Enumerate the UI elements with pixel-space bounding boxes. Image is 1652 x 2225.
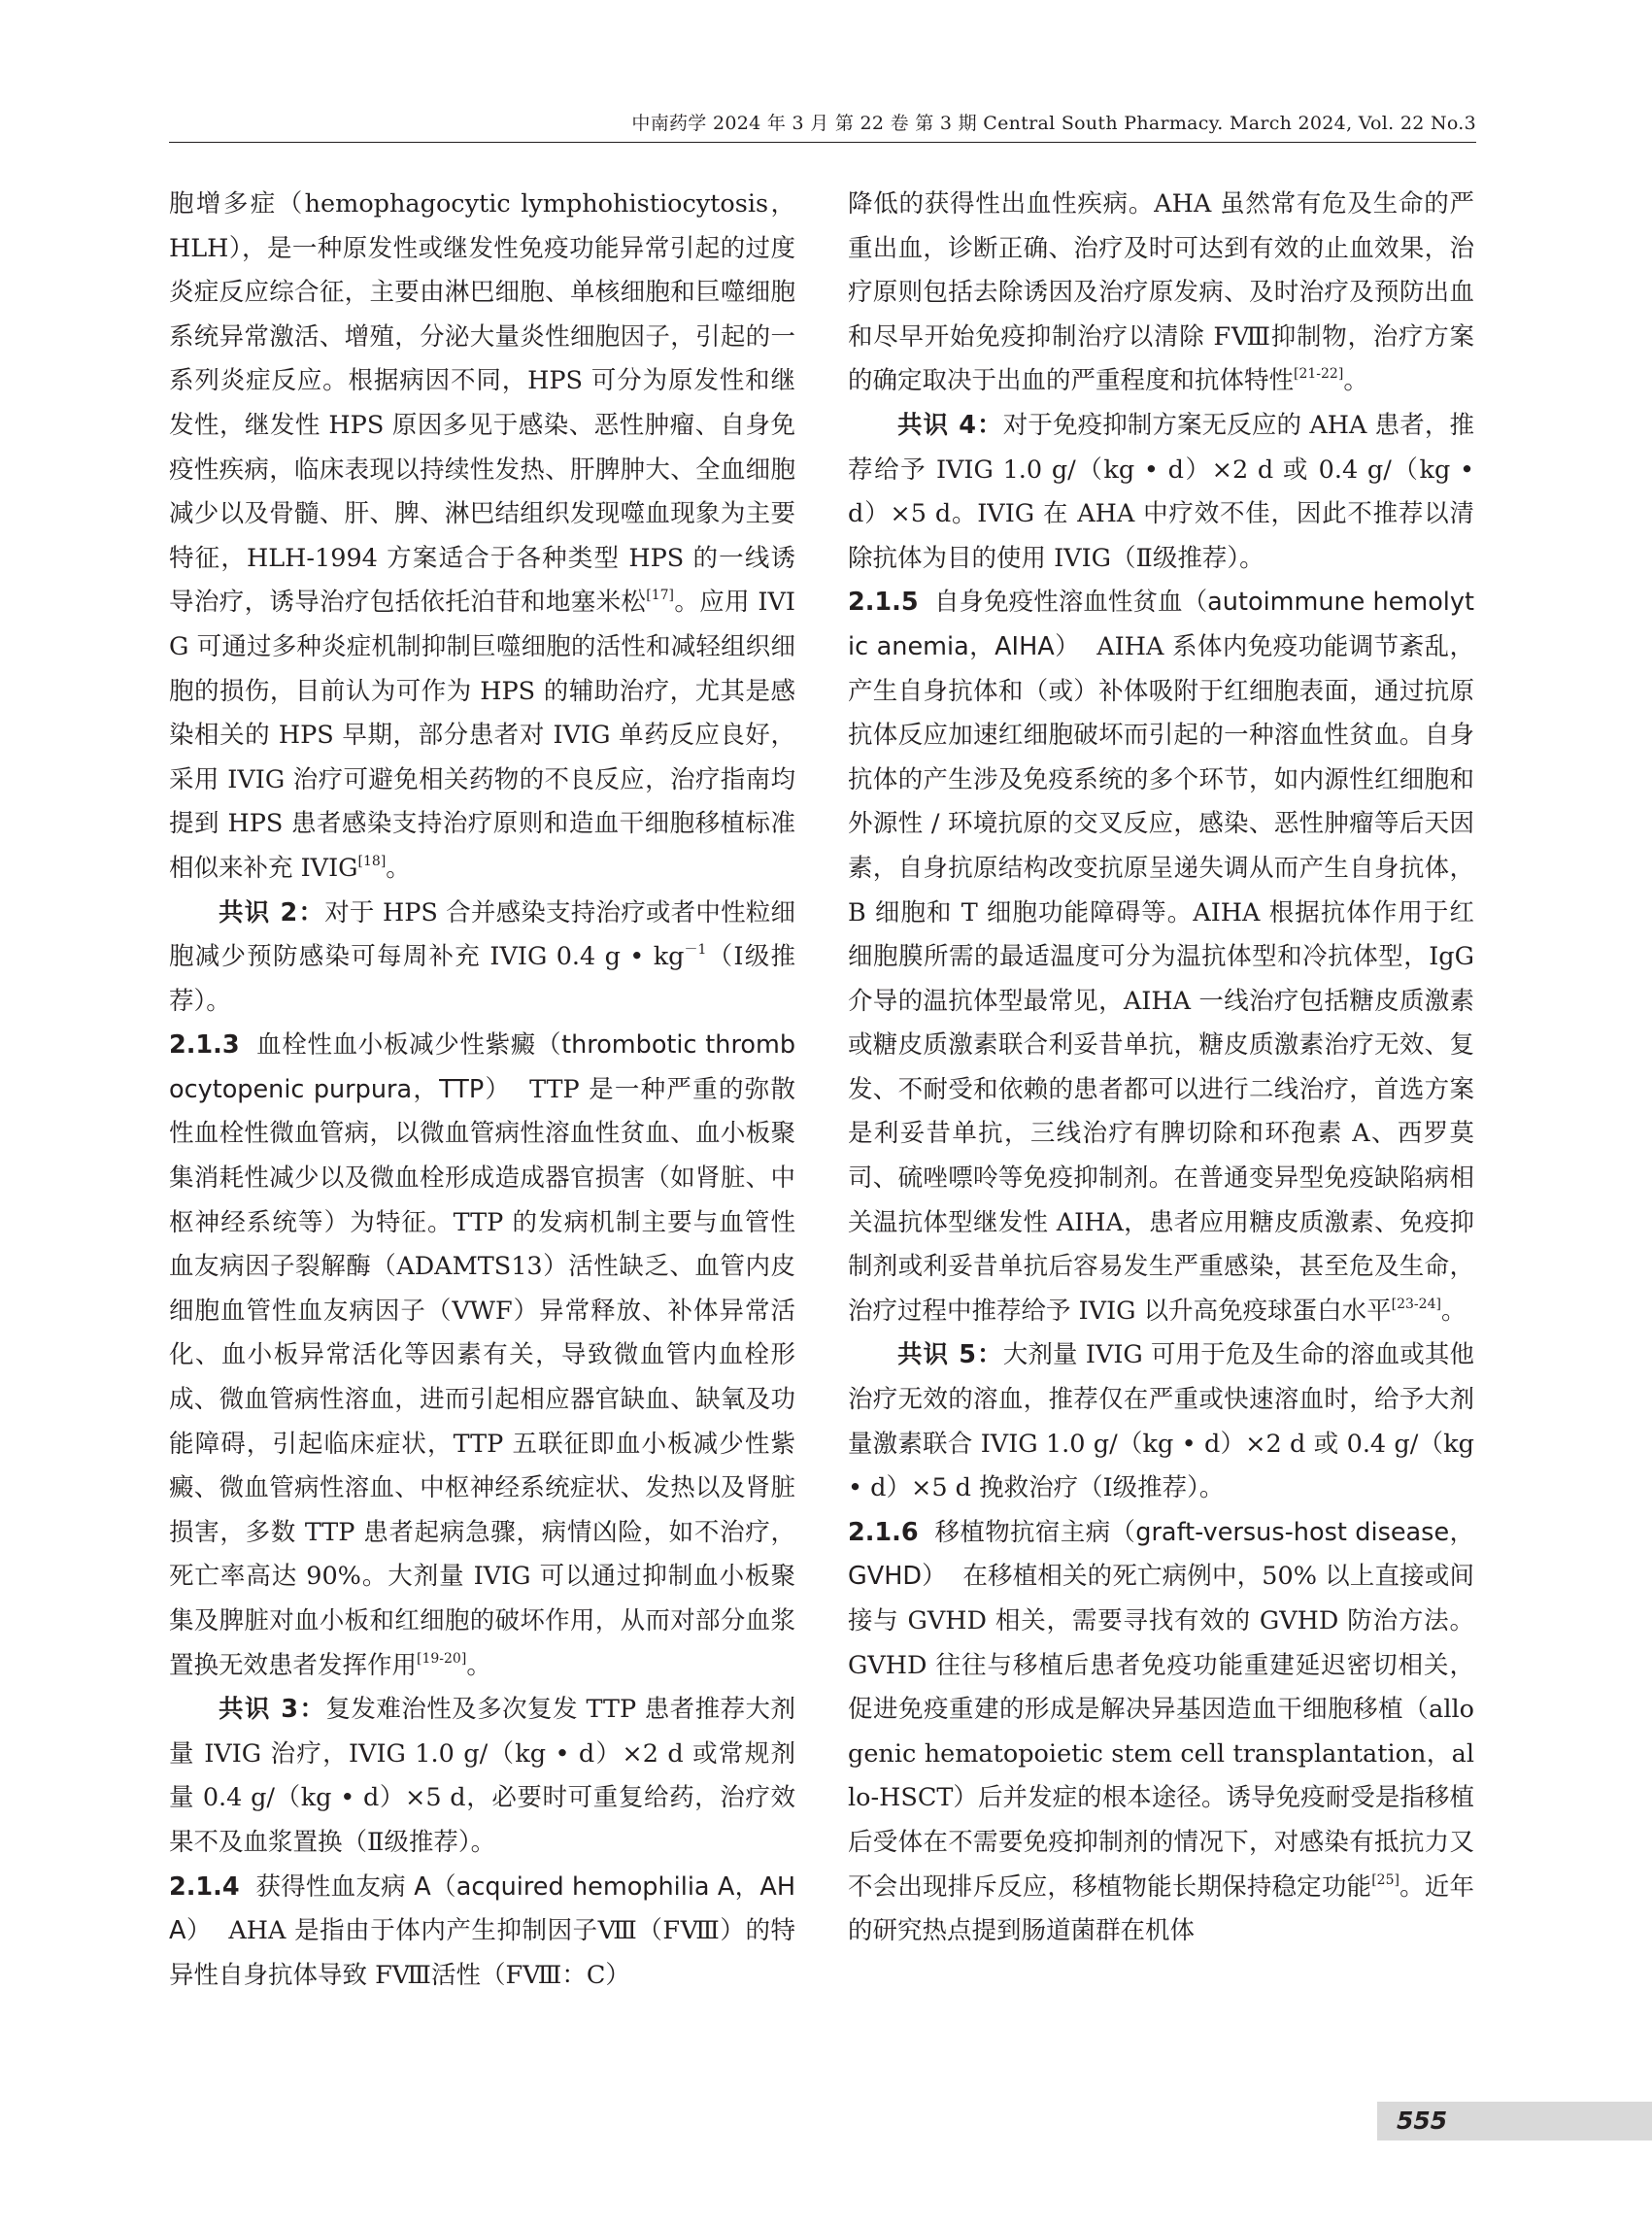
running-head: 中南药学 2024 年 3 月 第 22 卷 第 3 期 Central South Pharmacy. March 2024, Vol. 22 No.3 xyxy=(631,113,1476,134)
citation: [17] xyxy=(646,588,675,604)
consensus-label: 共识 5： xyxy=(897,1340,1003,1370)
section-number: 2.1.4 xyxy=(169,1871,240,1902)
consensus-5 xyxy=(848,1333,1474,1510)
paragraph-text: 降低的获得性出血性疾病。AHA 虽然常有危及生命的严重出血，诊断正确、治疗及时可达到有效的止血效果，治疗原则包括去除诱因及治疗原发病、及时治疗及预防出血和尽早开始免疫抑制治疗以清除 FⅧ抑制物，治疗方案的确定取决于出血的严重程度和抗体特性 xyxy=(848,189,1474,396)
consensus-label: 共识 4： xyxy=(897,410,1003,440)
consensus-text: 对于 HPS 合并感染支持治疗或者中性粒细胞减少预防感染可每周补充 IVIG 0.4 g • kg xyxy=(169,897,796,972)
consensus-text: 复发难治性及多次复发 TTP 患者推荐大剂量 IVIG 治疗，IVIG 1.0 g/（kg • d）×2 d 或常规剂量 0.4 g/（kg • d）×5 d，必要时可重复给药，治疗效果不及血浆置换（Ⅱ级推荐）。 xyxy=(169,1695,795,1857)
section-text: AHA 是指由于体内产生抑制因子Ⅷ（FⅧ）的特异性自身抗体导致 FⅧ活性（FⅧ：C） xyxy=(169,1916,795,1990)
section-end: 。 xyxy=(1440,1296,1467,1326)
citation: [23-24] xyxy=(1391,1296,1441,1312)
section-title: 自身免疫性溶血性贫血（autoimmune hemolytic anemia，AIHA） xyxy=(848,588,1474,661)
consensus-label: 共识 2： xyxy=(219,897,325,927)
section-text: AIHA 系体内免疫功能调节紊乱，产生自身抗体和（或）补体吸附于红细胞表面，通过抗原抗体反应加速红细胞破坏而引起的一种溶血性贫血。自身抗体的产生涉及免疫系统的多个环节，如内源性红细胞和外源性 / 环境抗原的交叉反应，感染、恶性肿瘤等后天因素，自身抗原结构改变抗原呈递失调从而产生自身抗体，B 细胞和 T 细胞功能障碍等。AIHA 根据抗体作用于红细胞膜所需的最适温度可分为温抗体型和冷抗体型，IgG 介导的温抗体型最常见，AIHA 一线治疗包括糖皮质激素或糖皮质激素联合利妥昔单抗，糖皮质激素治疗无效、复发、不耐受和依赖的患者都可以进行二线治疗，首选方案是利妥昔单抗，三线治疗有脾切除和环孢素 A、西罗莫司、硫唑嘌呤等免疫抑制剂。在普通变异型免疫缺陷病相关温抗体型继发性 AIHA，患者应用糖皮质激素、免疫抑制剂或利妥昔单抗后容易发生严重感染，甚至危及生命，治疗过程中推荐给予 IVIG 以升高免疫球蛋白水平 xyxy=(848,631,1475,1326)
consensus-text: 对于免疫抑制方案无反应的 AHA 患者，推荐给予 IVIG 1.0 g/（kg • d）×2 d 或 0.4 g/（kg • d）×5 d。IVIG 在 AHA 中疗效不佳，因此不推荐以清除抗体为目的使用 IVIG（Ⅱ级推荐）。 xyxy=(848,410,1475,573)
consensus-text: 大剂量 IVIG 可用于危及生命的溶血或其他治疗无效的溶血，推荐仅在严重或快速溶血时，给予大剂量激素联合 IVIG 1.0 g/（kg • d）×2 d 或 0.4 g/（kg • d）×5 d 挽救治疗（Ⅰ级推荐）。 xyxy=(848,1340,1474,1503)
section-2-1-6 xyxy=(848,1511,1474,1954)
section-title: 血栓性血小板减少性紫癜（thrombotic thrombocytopenic purpura，TTP） xyxy=(169,1030,796,1104)
consensus-3 xyxy=(169,1688,795,1865)
section-2-1-5 xyxy=(848,581,1474,1333)
paragraph-end: 。 xyxy=(386,853,411,883)
paragraph-text: 胞增多症（hemophagocytic lymphohistiocytosis，HLH），是一种原发性或继发性免疫功能异常引起的过度炎症反应综合征，主要由淋巴细胞、单核细胞和巨噬细胞系统异常激活、增殖，分泌大量炎性细胞因子，引起的一系列炎症反应。根据病因不同，HPS 可分为原发性和继发性，继发性 HPS 原因多见于感染、恶性肿瘤、自身免疫性疾病，临床表现以持续性发热、肝脾肿大、全血细胞减少以及骨髓、肝、脾、淋巴结组织发现噬血现象为主要特征，HLH-1994 方案适合于各种类型 HPS 的一线诱导治疗，诱导治疗包括依托泊苷和地塞米松 xyxy=(169,189,795,618)
section-2-1-4 xyxy=(169,1866,795,1999)
paragraph-aha-continued xyxy=(848,183,1474,404)
section-number: 2.1.6 xyxy=(848,1517,919,1547)
section-number: 2.1.3 xyxy=(169,1030,240,1061)
citation: [25] xyxy=(1371,1871,1399,1888)
section-title: 移植物抗宿主病（graft-versus-host disease，GVHD） xyxy=(848,1517,1474,1592)
right-column xyxy=(848,183,1474,1954)
paragraph-text: 。应用 IVIG 可通过多种炎症机制抑制巨噬细胞的活性和减轻组织细胞的损伤，目前认为可作为 HPS 的辅助治疗，尤其是感染相关的 HPS 早期，部分患者对 IVIG 单药反应良好，采用 IVIG 治疗可避免相关药物的不良反应，治疗指南均提到 HPS 患者感染支持治疗原则和造血干细胞移植标准相似来补充 IVIG xyxy=(169,588,795,883)
section-title: 获得性血友病 A（acquired hemophilia A，AHA） xyxy=(169,1871,795,1946)
section-2-1-3 xyxy=(169,1024,795,1688)
paragraph-hlh xyxy=(169,183,795,892)
superscript: －1 xyxy=(684,942,707,959)
consensus-end: （Ⅰ级推荐）。 xyxy=(169,942,795,1016)
header-rule xyxy=(169,142,1476,143)
section-text: 在移植相关的死亡病例中，50% 以上直接或间接与 GVHD 相关，需要寻找有效的 GVHD 防治方法。GVHD 往往与移植后患者免疫功能重建延迟密切相关，促进免疫重建的形成是解决异基因造血干细胞移植（allogenic hematopoietic stem cell transplantation，allo-HSCT）后并发症的根本途径。诱导免疫耐受是指移植后受体在不需要免疫抑制剂的情况下，对感染有抵抗力又不会出现排斥反应，移植物能长期保持稳定功能 xyxy=(848,1562,1474,1902)
consensus-2 xyxy=(169,892,795,1025)
section-text: TTP 是一种严重的弥散性血栓性微血管病，以微血管病性溶血性贫血、血小板聚集消耗性减少以及微血栓形成造成器官损害（如肾脏、中枢神经系统等）为特征。TTP 的发病机制主要与血管性血友病因子裂解酶（ADAMTS13）活性缺乏、血管内皮细胞血管性血友病因子（VWF）异常释放、补体异常活化、血小板异常活化等因素有关，导致微血管内血栓形成、微血管病性溶血，进而引起相应器官缺血、缺氧及功能障碍，引起临床症状，TTP 五联征即血小板减少性紫癜、微血管病性溶血、中枢神经系统症状、发热以及肾脏损害，多数 TTP 患者起病急骤，病情凶险，如不治疗，死亡率高达 90%。大剂量 IVIG 可以通过抑制血小板聚集及脾脏对血小板和红细胞的破坏作用，从而对部分血浆置换无效患者发挥作用 xyxy=(169,1074,795,1680)
citation: [18] xyxy=(357,853,387,869)
section-number: 2.1.5 xyxy=(848,588,919,618)
consensus-4 xyxy=(848,404,1474,581)
citation: [21-22] xyxy=(1294,366,1344,383)
section-end: 。 xyxy=(466,1650,491,1680)
left-column xyxy=(169,183,795,1998)
paragraph-end: 。 xyxy=(1343,366,1368,396)
citation: [19-20] xyxy=(417,1650,467,1667)
section-end: 。近年的研究热点提到肠道菌群在机体 xyxy=(848,1871,1474,1946)
page-number: 555 xyxy=(1397,2107,1448,2135)
consensus-label: 共识 3： xyxy=(219,1695,326,1725)
